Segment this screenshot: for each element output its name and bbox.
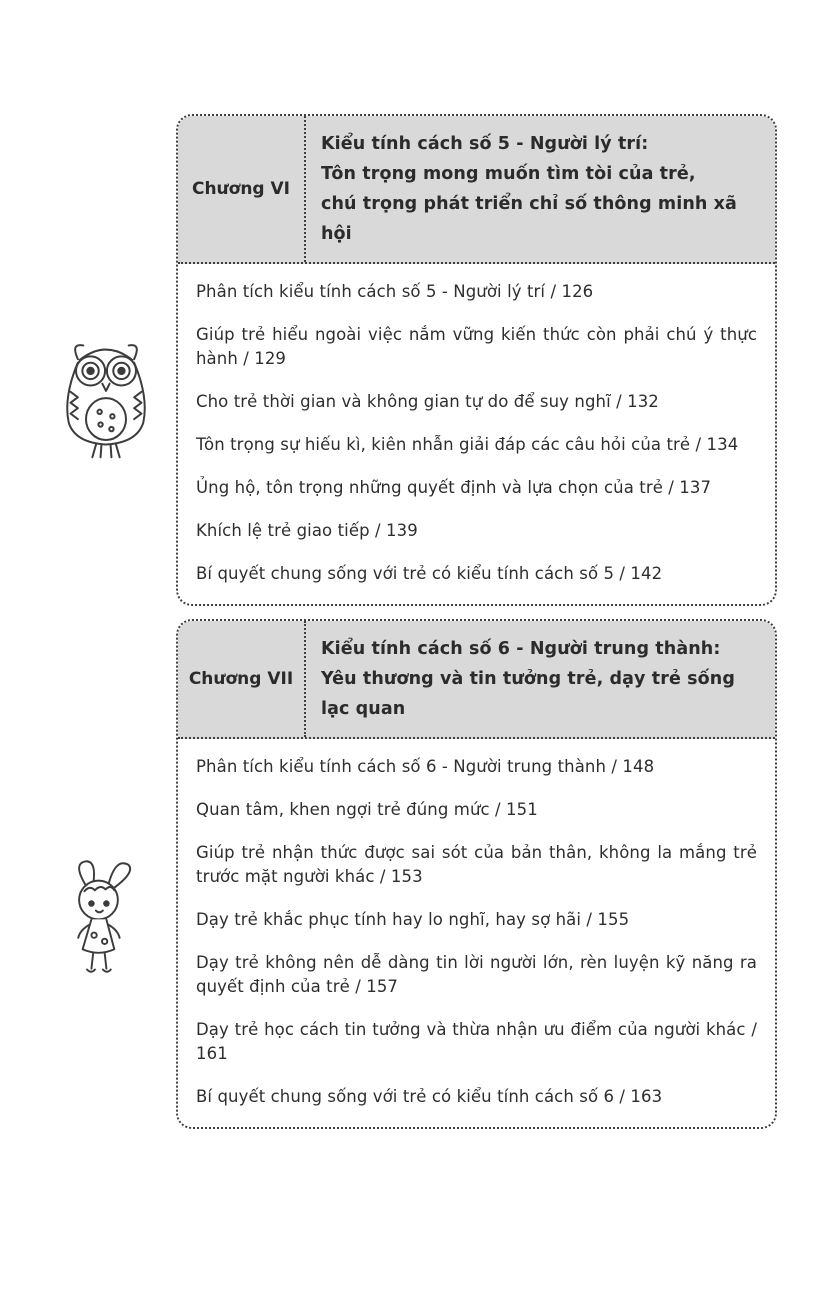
chapter-vii-toc-list — [178, 739, 775, 1126]
chapter-title-line: Yêu thương và tin tưởng trẻ, dạy trẻ sống — [321, 669, 735, 690]
chapter-vi-header — [178, 116, 775, 264]
chapter-card-vi — [176, 114, 777, 606]
rabbit-icon — [58, 852, 146, 992]
chapter-vi-title — [306, 116, 775, 262]
chapter-vii-label: Chương VII — [178, 621, 306, 737]
toc-item: Giúp trẻ nhận thức được sai sót của bản thân, không la mắng trẻ trước mặt người khác / 153 — [196, 843, 757, 887]
owl-illustration — [56, 330, 156, 474]
toc-item: Quan tâm, khen ngợi trẻ đúng mức / 151 — [196, 800, 538, 820]
toc-item: Phân tích kiểu tính cách số 6 - Người trung thành / 148 — [196, 757, 655, 777]
chapter-vi-toc-list — [178, 264, 775, 603]
chapter-title-line: Kiểu tính cách số 6 - Người trung thành: — [321, 639, 721, 659]
owl-icon — [56, 330, 156, 470]
chapter-title-line: lạc quan — [321, 699, 406, 720]
toc-item: Khích lệ trẻ giao tiếp / 139 — [196, 520, 418, 540]
chapter-title-line: chú trọng phát triển chỉ số thông minh xã hội — [321, 194, 737, 245]
chapter-vi-label: Chương VI — [178, 116, 306, 262]
toc-item: Giúp trẻ hiểu ngoài việc nắm vững kiến thức còn phải chú ý thực hành / 129 — [196, 325, 757, 369]
toc-item: Phân tích kiểu tính cách số 5 - Người lý trí / 126 — [196, 282, 594, 302]
rabbit-illustration — [58, 852, 146, 996]
toc-item: Dạy trẻ không nên dễ dàng tin lời người lớn, rèn luyện kỹ năng ra quyết định của trẻ / 157 — [196, 952, 757, 996]
toc-item: Tôn trọng sự hiếu kì, kiên nhẫn giải đáp các câu hỏi của trẻ / 134 — [196, 435, 739, 455]
chapter-title-line: Tôn trọng mong muốn tìm tòi của trẻ, — [321, 164, 696, 185]
toc-item: Bí quyết chung sống với trẻ có kiểu tính cách số 5 / 142 — [196, 563, 663, 583]
toc-item: Ủng hộ, tôn trọng những quyết định và lựa chọn của trẻ / 137 — [196, 477, 712, 497]
toc-item: Bí quyết chung sống với trẻ có kiểu tính cách số 6 / 163 — [196, 1086, 663, 1106]
toc-item: Cho trẻ thời gian và không gian tự do để suy nghĩ / 132 — [196, 392, 659, 412]
toc-item: Dạy trẻ học cách tin tưởng và thừa nhận ưu điểm của người khác / 161 — [196, 1019, 757, 1063]
chapter-title-line: Kiểu tính cách số 5 - Người lý trí: — [321, 134, 649, 154]
chapter-vii-title — [306, 621, 775, 737]
chapter-card-vii — [176, 619, 777, 1129]
chapter-vii-header — [178, 621, 775, 739]
toc-item: Dạy trẻ khắc phục tính hay lo nghĩ, hay sợ hãi / 155 — [196, 909, 630, 929]
